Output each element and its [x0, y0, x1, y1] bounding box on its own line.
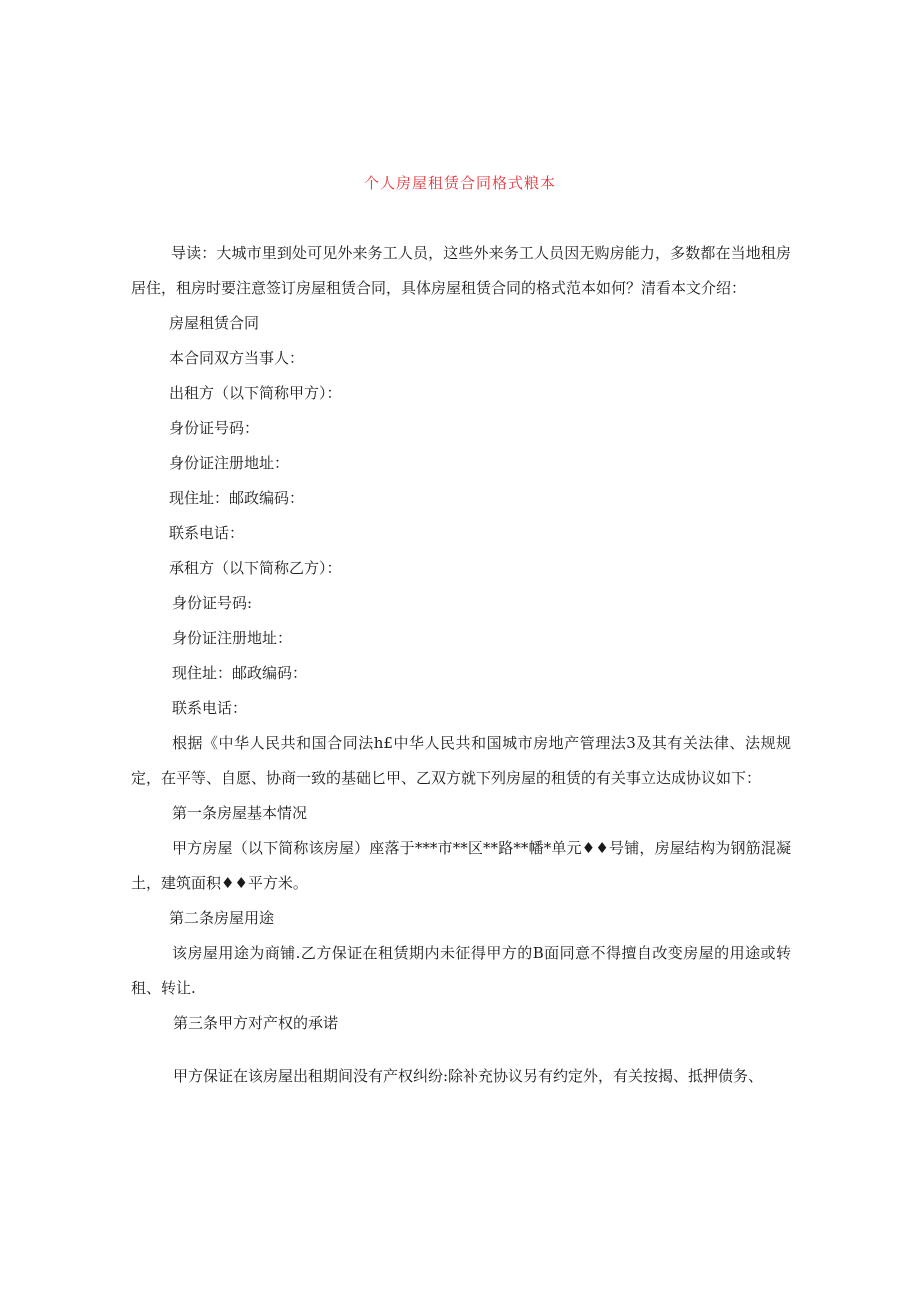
lessor-label: 出租方（以下简称甲方）： [169, 384, 342, 402]
document-body [131, 236, 791, 1094]
lessor-id-address: 身份证注册地址： [169, 454, 290, 472]
contract-heading: 房屋租赁合同 [169, 314, 260, 332]
lessor-current-address: 现住址：邮政编码： [169, 489, 305, 507]
lessee-current-address: 现住址：邮政编码： [172, 664, 308, 682]
article-1-heading: 第一条房屋基本情况 [172, 804, 308, 822]
lessor-id-number: 身份证号码： [169, 419, 260, 437]
article-3-body: 甲方保证在该房屋出租期间没有产权纠纷:除补充协议另有约定外，有关按揭、抵押债务、 [173, 1067, 764, 1085]
lessor-phone: 联系电话： [169, 524, 245, 542]
lessee-id-number: 身份证号码: [172, 594, 253, 612]
lessee-phone: 联系电话： [172, 699, 248, 717]
legal-basis-paragraph: 根据《中华人民共和国合同法h£中华人民共和国城市房地产管理法3及其有关法律、法规规定，在平等、自愿、协商一致的基础匕甲、乙双方就下列房屋的租赁的有关事立达成协议如下： [131, 734, 791, 787]
article-1-body: 甲方房屋（以下简称该房屋）座落于***市**区**路**幡*单元♦♦号铺，房屋结构为钢筋混凝土，建筑面积♦♦平方米。 [131, 839, 791, 892]
article-2-heading: 第二条房屋用途 [169, 909, 275, 927]
parties-label: 本合同双方当事人： [169, 349, 305, 367]
article-2-body: 该房屋用途为商铺.乙方保证在租赁期内未征得甲方的B面同意不得擅自改变房屋的用途或转租、转让. [131, 944, 791, 997]
article-3-heading: 第三条甲方对产权的承诺 [173, 1014, 339, 1032]
lessee-id-address: 身份证注册地址： [172, 629, 293, 647]
intro-paragraph: 导读：大城市里到处可见外来务工人员，这些外来务工人员因无购房能力，多数都在当地租房居住，租房时要注意签订房屋租赁合同，具体房屋租赁合同的格式范本如何？清看本文介绍： [131, 244, 791, 297]
document-title: 个人房屋租赁合同格式粮本 [363, 174, 556, 192]
lessee-label: 承租方（以下简称乙方）： [169, 559, 342, 577]
